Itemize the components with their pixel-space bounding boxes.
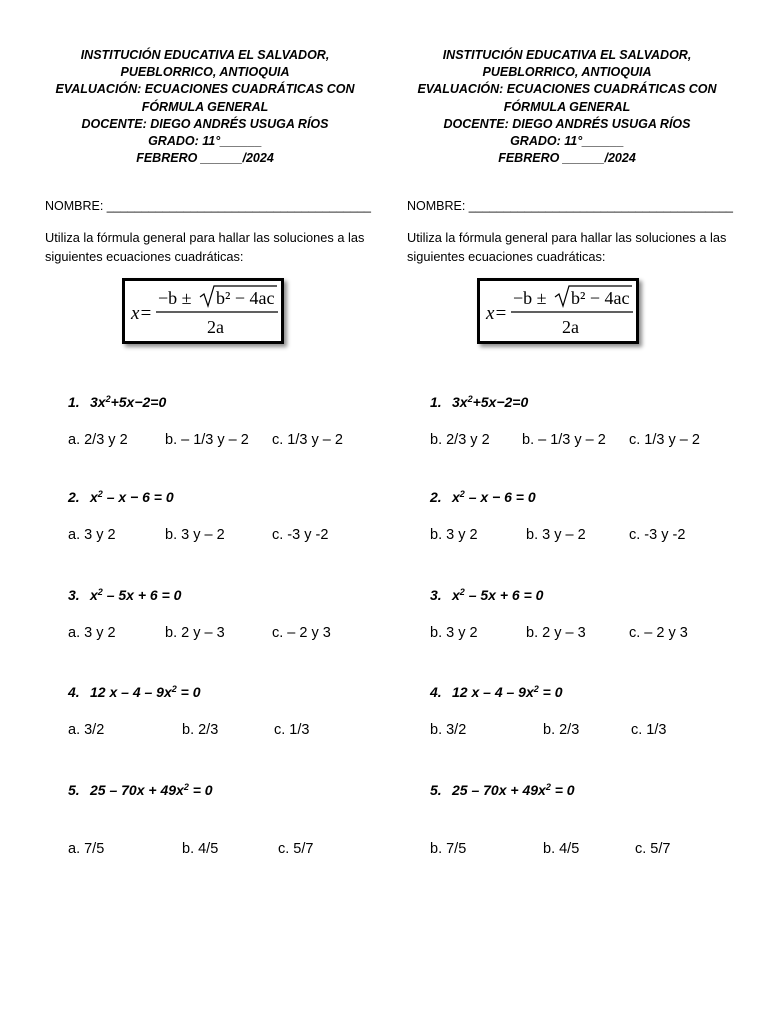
option-a: a. 7/5	[68, 841, 105, 857]
header-line: GRADO: 11°______	[148, 134, 262, 149]
quadratic-formula	[125, 281, 281, 341]
exam-header	[402, 47, 732, 167]
instructions	[45, 228, 375, 266]
instruction-line: Utiliza la fórmula general para hallar las soluciones a las	[407, 230, 727, 245]
header-line: GRADO: 11°______	[510, 134, 624, 149]
option-b: b. 2/3	[182, 722, 219, 738]
instruction-line: siguientes ecuaciones cuadráticas:	[407, 249, 606, 264]
instruction-line: Utiliza la fórmula general para hallar las soluciones a las	[45, 230, 365, 245]
option-a: a. 3 y 2	[68, 527, 116, 543]
header-line: INSTITUCIÓN EDUCATIVA EL SALVADOR,	[442, 48, 692, 62]
option-c: c. -3 y -2	[272, 527, 329, 543]
exponent: 2	[459, 587, 465, 597]
equation-part: +5x−2=0	[472, 394, 529, 410]
option-c: c. – 2 y 3	[272, 625, 331, 641]
quadratic-formula	[480, 281, 636, 341]
instructions	[407, 228, 737, 266]
option-c: c. – 2 y 3	[629, 625, 688, 641]
option-a: b. 3/2	[430, 722, 467, 738]
exponent: 2	[459, 489, 465, 499]
header-line: DOCENTE: DIEGO ANDRÉS USUGA RÍOS	[443, 116, 691, 131]
exponent: 2	[533, 684, 539, 694]
option-b: b. 2 y – 3	[526, 625, 586, 641]
option-b: b. 3 y – 2	[526, 527, 586, 543]
equation-part: +5x−2=0	[110, 394, 167, 410]
question-number: 4.	[68, 684, 80, 700]
option-a: b. 2/3 y 2	[430, 432, 490, 448]
exam-header	[40, 47, 370, 167]
equation-part: = 0	[188, 782, 213, 798]
option-c: c. 1/3 y – 2	[629, 432, 700, 448]
question-5	[430, 782, 575, 798]
header-line: EVALUACIÓN: ECUACIONES CUADRÁTICAS CON	[417, 82, 717, 97]
equation-part: – 5x + 6 = 0	[464, 587, 544, 603]
exponent: 2	[467, 394, 473, 404]
formula-lhs: x=	[486, 303, 508, 324]
option-a: a. 2/3 y 2	[68, 432, 128, 448]
equation-part: x	[452, 489, 460, 505]
question-3	[430, 587, 543, 603]
equation-part: = 0	[538, 684, 563, 700]
name-field-label: NOMBRE: ______________________________________	[45, 199, 371, 213]
question-number: 2.	[430, 489, 442, 505]
question-2	[430, 489, 536, 505]
instruction-line: siguientes ecuaciones cuadráticas:	[45, 249, 244, 264]
question-number: 5.	[430, 782, 442, 798]
option-b: b. 3 y – 2	[165, 527, 225, 543]
exponent: 2	[183, 782, 189, 792]
equation-part: 3x	[90, 394, 106, 410]
question-number: 5.	[68, 782, 80, 798]
equation-part: 25 – 70x + 49x	[452, 782, 546, 798]
formula-radicand: b² − 4ac	[571, 288, 630, 308]
header-line: INSTITUCIÓN EDUCATIVA EL SALVADOR,	[80, 48, 330, 62]
option-a: b. 3 y 2	[430, 527, 478, 543]
quadratic-formula-box	[122, 278, 284, 344]
option-a: a. 3/2	[68, 722, 105, 738]
question-1	[68, 394, 166, 410]
equation-part: – x − 6 = 0	[102, 489, 174, 505]
quadratic-formula-box	[477, 278, 639, 344]
header-line: FÓRMULA GENERAL	[503, 99, 631, 114]
equation-part: 12 x – 4 – 9x	[452, 684, 534, 700]
exponent: 2	[97, 587, 103, 597]
question-number: 2.	[68, 489, 80, 505]
option-c: c. 1/3 y – 2	[272, 432, 343, 448]
header-line: FÓRMULA GENERAL	[141, 99, 269, 114]
exponent: 2	[97, 489, 103, 499]
option-c: c. 5/7	[278, 841, 314, 857]
header-line: FEBRERO ______/2024	[136, 151, 274, 166]
formula-lhs: x=	[131, 303, 153, 324]
option-b: b. – 1/3 y – 2	[165, 432, 249, 448]
header-line: EVALUACIÓN: ECUACIONES CUADRÁTICAS CON	[55, 82, 355, 97]
equation-part: 3x	[452, 394, 468, 410]
exam-copy-left	[40, 0, 390, 1024]
question-number: 3.	[430, 587, 442, 603]
equation-part: = 0	[176, 684, 201, 700]
question-5	[68, 782, 213, 798]
exponent: 2	[171, 684, 177, 694]
equation-part: x	[452, 587, 460, 603]
question-number: 3.	[68, 587, 80, 603]
question-4	[430, 684, 563, 700]
question-2	[68, 489, 174, 505]
option-a: a. 3 y 2	[68, 625, 116, 641]
formula-radicand: b² − 4ac	[216, 288, 275, 308]
formula-denominator: 2a	[207, 317, 224, 337]
header-line: DOCENTE: DIEGO ANDRÉS USUGA RÍOS	[81, 116, 329, 131]
question-4	[68, 684, 201, 700]
equation-part: x	[90, 587, 98, 603]
option-b: b. 4/5	[543, 841, 580, 857]
exponent: 2	[545, 782, 551, 792]
question-3	[68, 587, 181, 603]
equation-part: 12 x – 4 – 9x	[90, 684, 172, 700]
equation-part: – x − 6 = 0	[464, 489, 536, 505]
formula-denominator: 2a	[562, 317, 579, 337]
question-number: 4.	[430, 684, 442, 700]
option-c: c. -3 y -2	[629, 527, 686, 543]
formula-numerator-prefix: −b ±	[513, 288, 547, 308]
exponent: 2	[105, 394, 111, 404]
option-b: b. 2/3	[543, 722, 580, 738]
equation-part: – 5x + 6 = 0	[102, 587, 182, 603]
option-c: c. 1/3	[274, 722, 310, 738]
option-a: b. 7/5	[430, 841, 467, 857]
equation-part: = 0	[550, 782, 575, 798]
equation-part: x	[90, 489, 98, 505]
header-line: FEBRERO ______/2024	[498, 151, 636, 166]
option-b: b. 2 y – 3	[165, 625, 225, 641]
option-c: c. 1/3	[631, 722, 667, 738]
formula-numerator-prefix: −b ±	[158, 288, 192, 308]
option-b: b. 4/5	[182, 841, 219, 857]
header-line: PUEBLORRICO, ANTIOQUIA	[120, 65, 290, 80]
name-field-label: NOMBRE: ______________________________________	[407, 199, 733, 213]
question-number: 1.	[68, 394, 80, 410]
option-c: c. 5/7	[635, 841, 671, 857]
question-number: 1.	[430, 394, 442, 410]
exam-copy-right	[402, 0, 752, 1024]
equation-part: 25 – 70x + 49x	[90, 782, 184, 798]
option-b: b. – 1/3 y – 2	[522, 432, 606, 448]
question-1	[430, 394, 528, 410]
option-a: b. 3 y 2	[430, 625, 478, 641]
header-line: PUEBLORRICO, ANTIOQUIA	[482, 65, 652, 80]
